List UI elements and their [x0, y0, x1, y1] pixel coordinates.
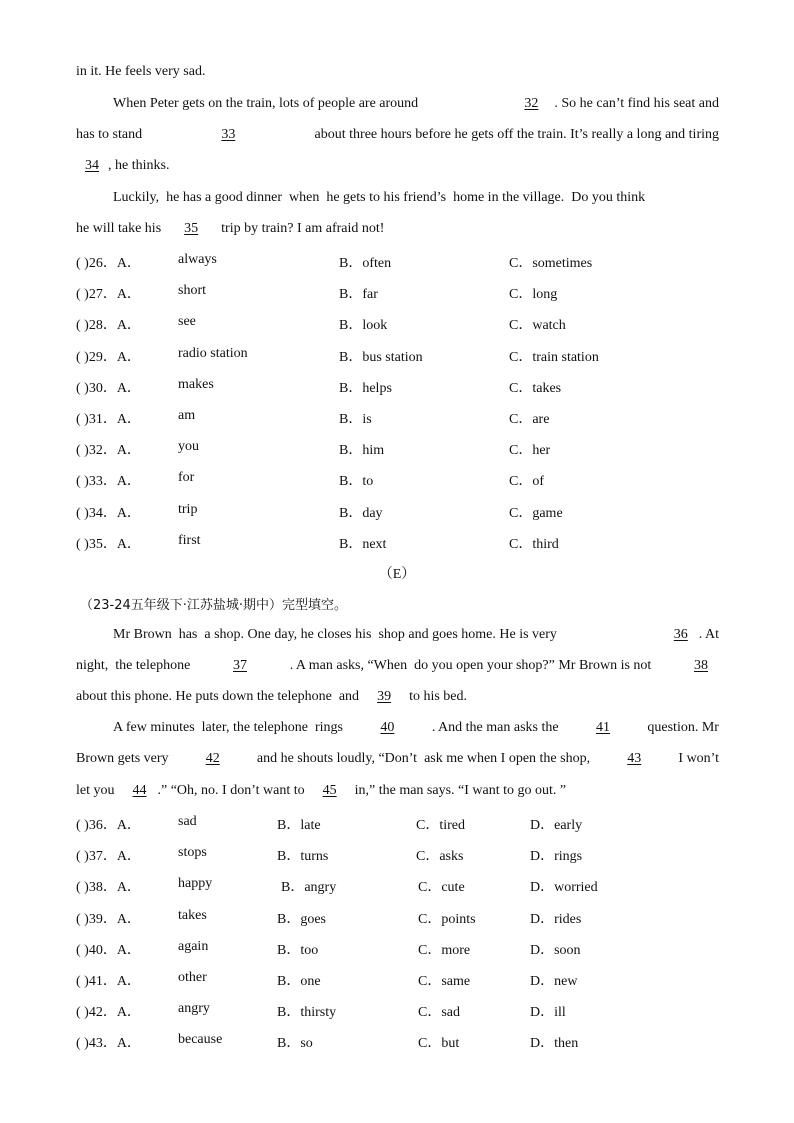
blank-39: 39	[377, 689, 392, 704]
question-number: ( )33．A．	[76, 474, 141, 490]
passage-text: question. Mr	[647, 720, 719, 735]
option-b: B．often	[339, 256, 392, 271]
passage-text: , he thinks.	[108, 158, 170, 173]
passage-text: he will take his	[76, 221, 162, 236]
passage-text: . And the man asks the	[431, 720, 559, 735]
question-number: ( )36．A．	[76, 818, 141, 833]
option-c: C．but	[418, 1036, 460, 1052]
option-d: D．early	[530, 818, 583, 833]
passage-text: A few minutes later, the telephone rings	[113, 720, 343, 735]
option-c: C．of	[509, 474, 544, 490]
blank-40: 40	[380, 720, 395, 735]
option-b: B．too	[277, 942, 319, 958]
option-a: first	[178, 532, 201, 548]
passage-text: . A man asks, “When do you open your shop?” Mr Brown is not	[289, 658, 652, 673]
question-number: ( )30．A．	[76, 380, 141, 396]
passage-text: Luckily, he has a good dinner when he gets to his friend’s home in the village. Do you think	[113, 190, 646, 205]
passage-line	[76, 158, 169, 174]
option-c: C．train station	[509, 349, 599, 365]
option-c: C．watch	[509, 318, 566, 334]
passage-line	[113, 96, 719, 112]
passage-line	[113, 190, 719, 206]
option-b: B．far	[339, 287, 378, 303]
question-number: ( )35．A．	[76, 536, 141, 552]
option-d: D．then	[530, 1036, 579, 1052]
passage-text: has to stand	[76, 127, 143, 142]
option-a: happy	[178, 876, 213, 892]
option-c: C．same	[418, 974, 471, 989]
passage-text: I won’t	[678, 751, 719, 766]
passage-line	[76, 64, 205, 80]
question-number: ( )43．A．	[76, 1036, 141, 1052]
option-d: D．rides	[530, 911, 582, 927]
option-a: short	[178, 283, 206, 299]
option-a: sad	[178, 814, 197, 829]
question-number: ( )38．A．	[76, 880, 141, 896]
blank-36: 36	[673, 627, 688, 642]
option-b: B．him	[339, 443, 385, 459]
passage-text: . So he can’t find his seat and	[554, 96, 719, 111]
option-b: B．helps	[339, 380, 392, 396]
section-label: （E）	[378, 567, 416, 582]
blank-44: 44	[132, 783, 147, 798]
section-source: （23-24五年级下·江苏盐城·期中）完型填空。	[80, 598, 348, 613]
option-b: B．next	[339, 536, 387, 552]
option-b: B．angry	[281, 880, 337, 896]
option-b: B．is	[339, 412, 372, 427]
question-number: ( )40．A．	[76, 942, 141, 958]
option-c: C．her	[509, 443, 551, 459]
option-c: C．long	[509, 287, 558, 303]
passage-text: about three hours before he gets off the train. It’s really a long and tiring	[314, 127, 719, 142]
option-d: D．soon	[530, 942, 581, 958]
option-c: C．asks	[416, 849, 464, 865]
blank-41: 41	[595, 720, 610, 735]
option-b: B．bus station	[339, 349, 423, 365]
passage-text: . At	[698, 627, 719, 642]
blank-32: 32	[524, 96, 539, 111]
option-a: radio station	[178, 345, 248, 361]
option-a: takes	[178, 907, 207, 923]
passage-line	[76, 689, 467, 705]
passage-text: to his bed.	[409, 689, 468, 704]
option-c: C．points	[418, 911, 476, 927]
passage-text: Mr Brown has a shop. One day, he closes his shop and goes home. He is very	[113, 627, 557, 642]
question-number: ( )32．A．	[76, 443, 141, 459]
question-number: ( )37．A．	[76, 849, 141, 865]
option-b: B．one	[277, 974, 321, 989]
question-number: ( )41．A．	[76, 974, 141, 989]
question-number: ( )28．A．	[76, 318, 141, 334]
option-a: you	[178, 439, 199, 455]
option-b: B．day	[339, 505, 383, 521]
blank-43: 43	[627, 751, 642, 766]
question-number: ( )31．A．	[76, 412, 141, 427]
blank-45: 45	[322, 783, 337, 798]
passage-line	[76, 658, 719, 674]
option-a: angry	[178, 1001, 210, 1017]
question-number: ( )42．A．	[76, 1005, 141, 1021]
question-number: ( )27．A．	[76, 287, 141, 303]
passage-text: and he shouts loudly, “Don’t ask me when I open the shop,	[256, 751, 591, 766]
option-b: B．look	[339, 318, 388, 334]
option-c: C．cute	[418, 880, 465, 896]
passage-text: about this phone. He puts down the telephone and	[76, 689, 360, 704]
option-a: for	[178, 470, 195, 486]
option-a: makes	[178, 376, 214, 392]
blank-33: 33	[221, 127, 236, 142]
question-number: ( )26．A．	[76, 256, 141, 271]
question-number: ( )39．A．	[76, 911, 141, 927]
option-b: B．so	[277, 1036, 313, 1052]
question-number: ( )29．A．	[76, 349, 141, 365]
option-b: B．turns	[277, 849, 329, 865]
option-a: am	[178, 408, 196, 423]
option-a: see	[178, 314, 196, 330]
option-a: trip	[178, 501, 198, 517]
blank-38: 38	[694, 658, 708, 673]
passage-text: night, the telephone	[76, 658, 191, 673]
passage-text: in it. He feels very sad.	[76, 64, 206, 79]
option-a: again	[178, 938, 209, 954]
blank-34: 34	[85, 158, 99, 173]
passage-line	[113, 720, 719, 736]
passage-line	[76, 751, 719, 767]
option-b: B．thirsty	[277, 1005, 337, 1021]
option-a: stops	[178, 845, 207, 861]
option-c: C．sometimes	[509, 256, 593, 271]
option-c: C．game	[509, 505, 563, 521]
passage-text: let you	[76, 783, 115, 798]
option-a: always	[178, 252, 217, 267]
option-c: C．are	[509, 412, 550, 427]
passage-line	[76, 783, 566, 799]
option-a: other	[178, 970, 207, 985]
option-d: D．worried	[530, 880, 598, 896]
option-d: D．rings	[530, 849, 583, 865]
passage-text: .” “Oh, no. I don’t want to	[157, 783, 305, 798]
option-b: B．to	[339, 474, 374, 490]
passage-text: When Peter gets on the train, lots of people are around	[113, 96, 419, 111]
option-d: D．new	[530, 974, 578, 989]
passage-text: in,” the man says. “I want to go out. ”	[354, 783, 567, 798]
passage-line	[113, 627, 719, 643]
passage-line	[76, 127, 719, 143]
option-c: C．tired	[416, 818, 465, 833]
passage-line	[76, 221, 384, 237]
option-b: B．goes	[277, 911, 326, 927]
option-b: B．late	[277, 818, 321, 833]
option-c: C．third	[509, 536, 559, 552]
passage-text: Brown gets very	[76, 751, 169, 766]
question-number: ( )34．A．	[76, 505, 141, 521]
option-c: C．more	[418, 942, 471, 958]
blank-35: 35	[184, 221, 199, 236]
blank-42: 42	[205, 751, 220, 766]
option-c: C．takes	[509, 380, 562, 396]
option-c: C．sad	[418, 1005, 460, 1021]
blank-37: 37	[233, 658, 247, 673]
passage-text: trip by train? I am afraid not!	[221, 221, 385, 236]
option-a: because	[178, 1032, 223, 1048]
option-d: D．ill	[530, 1005, 566, 1021]
